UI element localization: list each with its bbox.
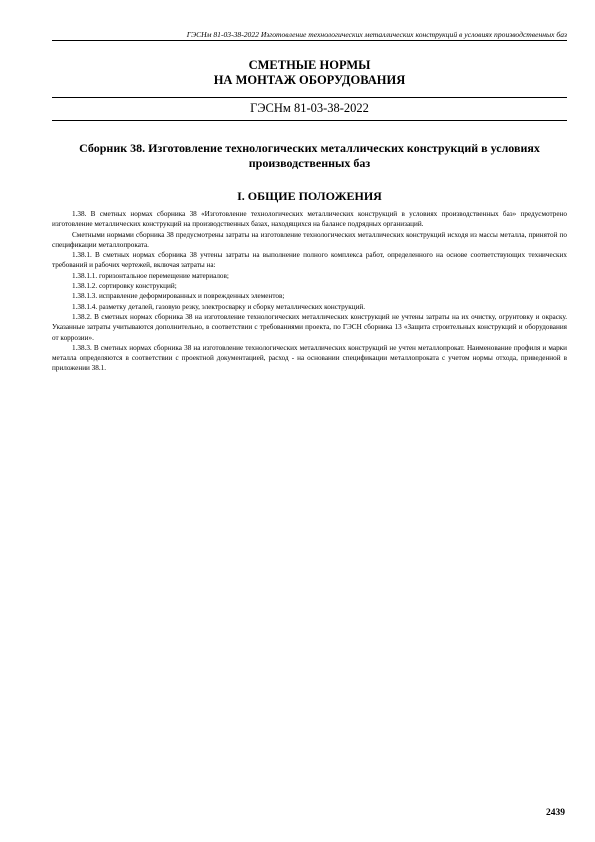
collection-title: Сборник 38. Изготовление технологических металлических конструкций в условиях производственных баз bbox=[79, 141, 540, 170]
body-text bbox=[52, 209, 567, 374]
paragraph: 1.38.2. В сметных нормах сборника 38 на изготовление технологических металлических конструкций не учтены затраты на их очистку, огрунтовку и окраску. Указанные затраты учитываются дополнительно, в соответствии с требованиями проекта, по ГЭСН сборника 13 «Защита строительных конструкций и оборудования от коррозии». bbox=[52, 312, 567, 342]
title-rule-bottom bbox=[52, 120, 567, 121]
paragraph: 1.38.1.2. сортировку конструкций; bbox=[72, 282, 177, 291]
paragraph: 1.38. В сметных нормах сборника 38 «Изготовление технологических металлических конструкций в условиях производственных баз» предусмотрено изготовление металлических конструкций на производственных базах, находящихся на балансе подрядных организаций. bbox=[52, 210, 567, 229]
paragraph: 1.38.1. В сметных нормах сборника 38 учтены затраты на выполнение полного комплекса работ, определенного на основе соответствующих технических требований и рабочих чертежей, включая затраты на: bbox=[52, 251, 567, 270]
title-line-2: НА МОНТАЖ ОБОРУДОВАНИЯ bbox=[213, 73, 406, 87]
section-title: I. ОБЩИЕ ПОЛОЖЕНИЯ bbox=[237, 189, 382, 203]
paragraph: 1.38.1.4. разметку деталей, газовую резку, электросварку и сборку металлических конструкций. bbox=[72, 302, 366, 311]
title-rule-top bbox=[52, 97, 567, 98]
document-code: ГЭСНм 81-03-38-2022 bbox=[250, 101, 369, 115]
running-header: ГЭСНм 81-03-38-2022 Изготовление технологических металлических конструкций в условиях производственных баз bbox=[186, 30, 567, 39]
title-line-1: СМЕТНЫЕ НОРМЫ bbox=[248, 58, 371, 72]
page-number: 2439 bbox=[546, 808, 565, 818]
paragraph: 1.38.1.1. горизонтальное перемещение материалов; bbox=[72, 271, 229, 280]
paragraph: 1.38.3. В сметных нормах сборника 38 на изготовление технологических металлических конструкций не учтен металлопрокат. Наименование профиля и марки металла определяются в соответствии с проектной документацией, расход - на основании спецификации металлопроката с учетом нормы отхода, приведенной в приложении 38.1. bbox=[52, 343, 567, 373]
paragraph: Сметными нормами сборника 38 предусмотрены затраты на изготовление технологических металлических конструкций исходя из массы металла, принятой по спецификации металлопроката. bbox=[52, 230, 567, 249]
document-title bbox=[52, 58, 567, 88]
header-rule bbox=[52, 40, 567, 41]
paragraph: 1.38.1.3. исправление деформированных и поврежденных элементов; bbox=[72, 292, 285, 301]
